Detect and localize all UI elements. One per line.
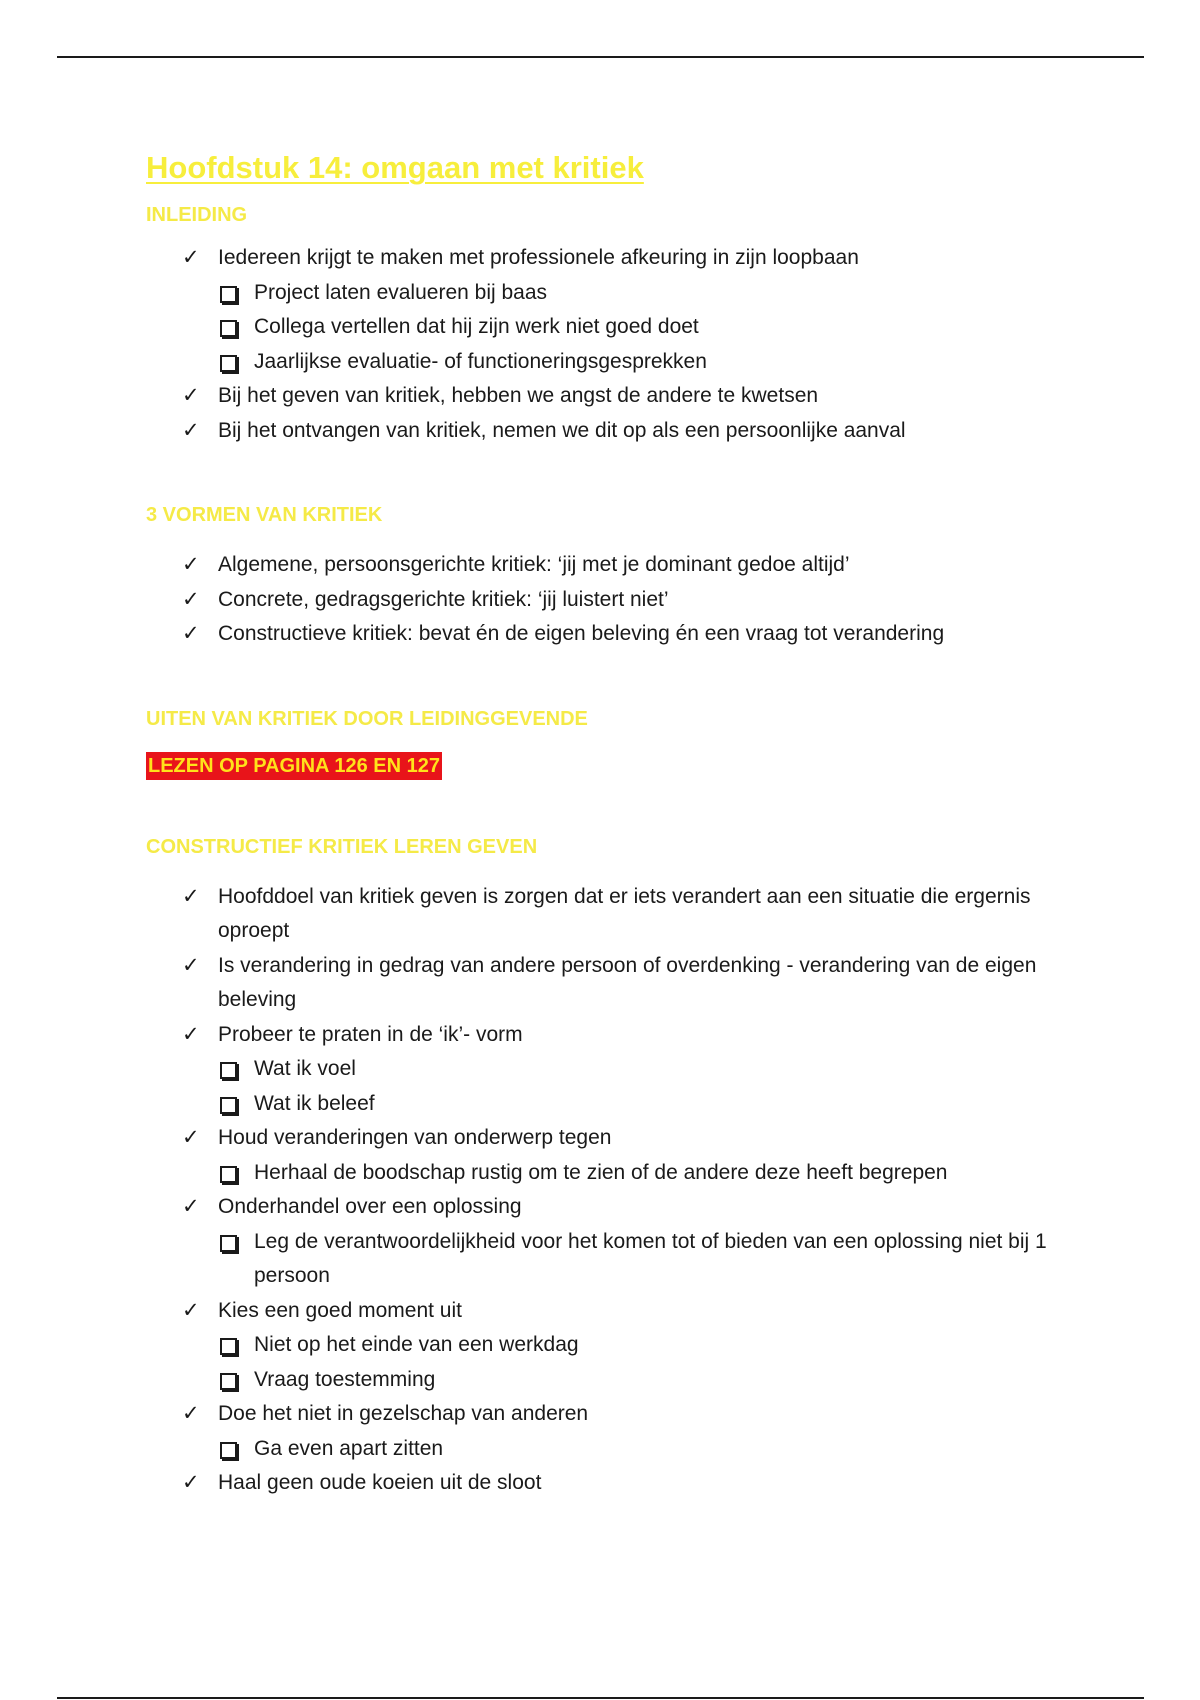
- checkbox-icon: [220, 1097, 237, 1114]
- checkmark-icon: ✓: [182, 1022, 200, 1046]
- checkbox-icon: [220, 286, 237, 303]
- list-item: ✓ Constructieve kritiek: bevat én de eigen beleving én een vraag tot verandering: [146, 617, 1086, 652]
- checkmark-icon: ✓: [182, 553, 200, 576]
- checkmark-icon: ✓: [182, 884, 200, 908]
- checkmark-icon: ✓: [182, 1402, 200, 1425]
- list-item: ✓ Algemene, persoonsgerichte kritiek: ‘jij met je dominant gedoe altijd’: [146, 548, 1086, 583]
- checkmark-icon: ✓: [182, 1298, 200, 1322]
- list-inleiding: [146, 241, 1086, 448]
- section-heading-vormen: 3 VORMEN VAN KRITIEK: [146, 504, 383, 526]
- checkmark-icon: ✓: [182, 246, 200, 269]
- checkmark-icon: ✓: [182, 384, 200, 407]
- checkbox-icon: [220, 1166, 237, 1183]
- checkbox-icon: [220, 1338, 237, 1355]
- list-item: ✓ Is verandering in gedrag van andere persoon of overdenking - verandering van de eigen beleving: [146, 949, 1086, 1018]
- section-heading-inleiding: INLEIDING: [146, 204, 248, 226]
- checkbox-icon: [220, 1062, 237, 1079]
- list-item: Collega vertellen dat hij zijn werk niet goed doet: [146, 310, 1086, 345]
- list-item: ✓ Haal geen oude koeien uit de sloot: [146, 1466, 1086, 1501]
- header-rule: [57, 56, 1144, 58]
- list-item: Jaarlijkse evaluatie- of functioneringsgesprekken: [146, 345, 1086, 380]
- list-item: Herhaal de boodschap rustig om te zien of de andere deze heeft begrepen: [146, 1156, 1086, 1191]
- list-item: ✓ Iedereen krijgt te maken met professionele afkeuring in zijn loopbaan: [146, 241, 1086, 276]
- checkmark-icon: ✓: [182, 953, 200, 977]
- list-item: Vraag toestemming: [146, 1363, 1086, 1398]
- list-item: Wat ik voel: [146, 1052, 1086, 1087]
- list-vormen: [146, 548, 1086, 652]
- list-item: Project laten evalueren bij baas: [146, 276, 1086, 311]
- checkbox-icon: [220, 320, 237, 337]
- checkmark-icon: ✓: [182, 418, 200, 442]
- checkbox-icon: [220, 1442, 237, 1459]
- section-heading-uiten: UITEN VAN KRITIEK DOOR LEIDINGGEVENDE: [146, 707, 588, 730]
- list-item: Wat ik beleef: [146, 1087, 1086, 1122]
- checkmark-icon: ✓: [182, 1126, 200, 1149]
- list-item: ✓ Doe het niet in gezelschap van anderen: [146, 1397, 1086, 1432]
- checkmark-icon: ✓: [182, 1195, 200, 1218]
- list-item: ✓ Hoofddoel van kritiek geven is zorgen dat er iets verandert aan een situatie die ergernis oproept: [146, 880, 1086, 949]
- checkmark-icon: ✓: [182, 587, 200, 611]
- list-item: ✓ Onderhandel over een oplossing: [146, 1190, 1086, 1225]
- checkbox-icon: [220, 1235, 237, 1252]
- list-constructief: [146, 880, 1086, 1501]
- list-item: ✓ Bij het ontvangen van kritiek, nemen we dit op als een persoonlijke aanval: [146, 414, 1086, 449]
- list-item: ✓ Bij het geven van kritiek, hebben we angst de andere te kwetsen: [146, 379, 1086, 414]
- highlight-row: [146, 752, 1086, 780]
- read-pages-highlight: LEZEN OP PAGINA 126 EN 127: [146, 752, 442, 780]
- document-body: [146, 148, 1086, 1501]
- footer-rule: [57, 1697, 1144, 1699]
- list-item: ✓ Concrete, gedragsgerichte kritiek: ‘jij luistert niet’: [146, 583, 1086, 618]
- list-item: ✓ Kies een goed moment uit: [146, 1294, 1086, 1329]
- list-item: ✓ Houd veranderingen van onderwerp tegen: [146, 1121, 1086, 1156]
- page-title: Hoofdstuk 14: omgaan met kritiek: [146, 150, 644, 185]
- section-heading-constructief: CONSTRUCTIEF KRITIEK LEREN GEVEN: [146, 835, 538, 858]
- checkbox-icon: [220, 355, 237, 372]
- checkmark-icon: ✓: [182, 622, 200, 645]
- list-item: Niet op het einde van een werkdag: [146, 1328, 1086, 1363]
- list-item: Leg de verantwoordelijkheid voor het komen tot of bieden van een oplossing niet bij 1 persoon: [146, 1225, 1086, 1294]
- list-item: ✓ Probeer te praten in de ‘ik’- vorm: [146, 1018, 1086, 1053]
- checkbox-icon: [220, 1373, 237, 1390]
- list-item: Ga even apart zitten: [146, 1432, 1086, 1467]
- checkmark-icon: ✓: [182, 1471, 200, 1494]
